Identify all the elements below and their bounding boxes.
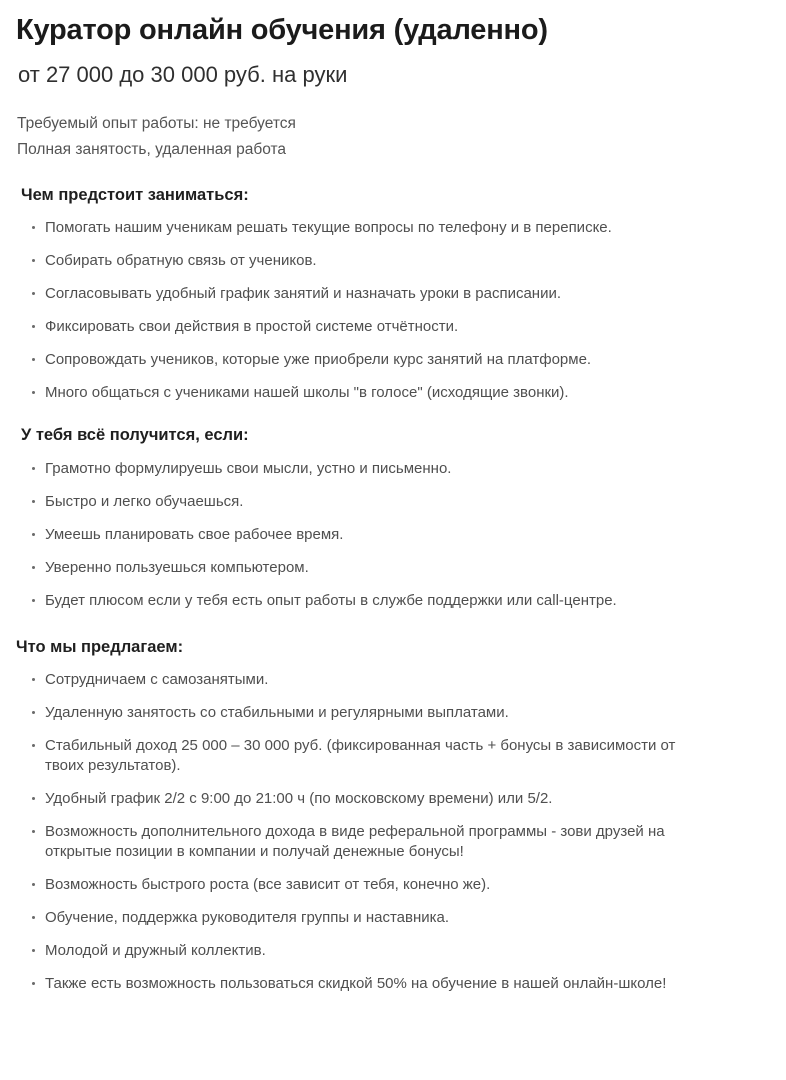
- list-item-text: Согласовывать удобный график занятий и назначать уроки в расписании.: [45, 285, 562, 303]
- list-item-text: Также есть возможность пользоваться скидкой 50% на обучение в нашей онлайн-школе!: [45, 975, 667, 993]
- bullet-dot-icon: [32, 259, 35, 262]
- list-item: [16, 670, 768, 690]
- list-item: [16, 974, 768, 994]
- bullet-dot-icon: [32, 467, 35, 470]
- list-item-text: Уверенно пользуешься компьютером.: [45, 558, 309, 576]
- list-item-text: Сотрудничаем с самозанятыми.: [45, 671, 269, 689]
- list-item: [16, 350, 768, 370]
- list-item-text: Стабильный доход 25 000 – 30 000 руб. (фиксированная часть + бонусы в зависимости от твоих результатов).: [45, 737, 676, 775]
- bullet-dot-icon: [32, 949, 35, 952]
- list-item-text: Молодой и дружный коллектив.: [45, 942, 266, 960]
- list-item: [16, 383, 768, 403]
- bullet-list: [16, 670, 768, 994]
- bullet-dot-icon: [32, 500, 35, 503]
- section-2: [16, 425, 768, 610]
- bullet-dot-icon: [32, 226, 35, 229]
- list-item: [16, 941, 768, 961]
- bullet-dot-icon: [32, 566, 35, 569]
- list-item-text: Будет плюсом если у тебя есть опыт работы в службе поддержки или call-центре.: [45, 591, 617, 609]
- list-item: [16, 251, 768, 271]
- bullet-dot-icon: [32, 830, 35, 833]
- bullet-dot-icon: [32, 678, 35, 681]
- job-sections: [16, 185, 768, 994]
- bullet-dot-icon: [32, 883, 35, 886]
- list-item: [16, 459, 768, 479]
- bullet-dot-icon: [32, 744, 35, 747]
- bullet-dot-icon: [32, 982, 35, 985]
- list-item: [16, 317, 768, 337]
- list-item-text: Обучение, поддержка руководителя группы и наставника.: [45, 909, 450, 927]
- list-item: [16, 908, 768, 928]
- list-item-text: Фиксировать свои действия в простой системе отчётности.: [45, 318, 459, 336]
- bullet-dot-icon: [32, 292, 35, 295]
- list-item: [16, 822, 768, 862]
- list-item: [16, 218, 768, 238]
- list-item: [16, 492, 768, 512]
- bullet-dot-icon: [32, 599, 35, 602]
- page-title: Куратор онлайн обучения (удаленно): [16, 14, 548, 46]
- list-item-text: Быстро и легко обучаешься.: [45, 492, 244, 510]
- bullet-dot-icon: [32, 533, 35, 536]
- section-heading: Что мы предлагаем:: [16, 637, 184, 656]
- bullet-list: [16, 218, 768, 403]
- section-heading: Чем предстоит заниматься:: [21, 185, 249, 204]
- section-3: [16, 637, 768, 994]
- bullet-dot-icon: [32, 391, 35, 394]
- list-item: [16, 591, 768, 611]
- list-item-text: Возможность дополнительного дохода в виде реферальной программы - зови друзей на открытые позиции в компании и получай денежные бонусы!: [45, 823, 665, 861]
- bullet-list: [16, 459, 768, 611]
- list-item-text: Умеешь планировать свое рабочее время.: [45, 525, 344, 543]
- bullet-dot-icon: [32, 916, 35, 919]
- list-item: [16, 875, 768, 895]
- bullet-dot-icon: [32, 325, 35, 328]
- list-item-text: Собирать обратную связь от учеников.: [45, 252, 317, 270]
- experience-requirement: Требуемый опыт работы: не требуется: [17, 114, 296, 132]
- job-meta: [17, 111, 768, 163]
- bullet-dot-icon: [32, 797, 35, 800]
- list-item-text: Помогать нашим ученикам решать текущие вопросы по телефону и в переписке.: [45, 219, 612, 237]
- list-item: [16, 284, 768, 304]
- list-item-text: Грамотно формулируешь свои мысли, устно и письменно.: [45, 459, 452, 477]
- list-item: [16, 703, 768, 723]
- list-item: [16, 525, 768, 545]
- bullet-dot-icon: [32, 358, 35, 361]
- list-item-text: Много общаться с учениками нашей школы "в голосе" (исходящие звонки).: [45, 384, 569, 402]
- salary-range: от 27 000 до 30 000 руб. на руки: [18, 62, 348, 88]
- employment-type: Полная занятость, удаленная работа: [17, 140, 287, 158]
- list-item-text: Удаленную занятость со стабильными и регулярными выплатами.: [45, 704, 509, 722]
- bullet-dot-icon: [32, 711, 35, 714]
- list-item: [16, 558, 768, 578]
- list-item-text: Возможность быстрого роста (все зависит от тебя, конечно же).: [45, 876, 491, 894]
- list-item-text: Сопровождать учеников, которые уже приобрели курс занятий на платформе.: [45, 351, 592, 369]
- list-item: [16, 789, 768, 809]
- list-item: [16, 736, 768, 776]
- section-1: [16, 185, 768, 403]
- section-heading: У тебя всё получится, если:: [21, 426, 249, 445]
- list-item-text: Удобный график 2/2 с 9:00 до 21:00 ч (по московскому времени) или 5/2.: [45, 790, 553, 808]
